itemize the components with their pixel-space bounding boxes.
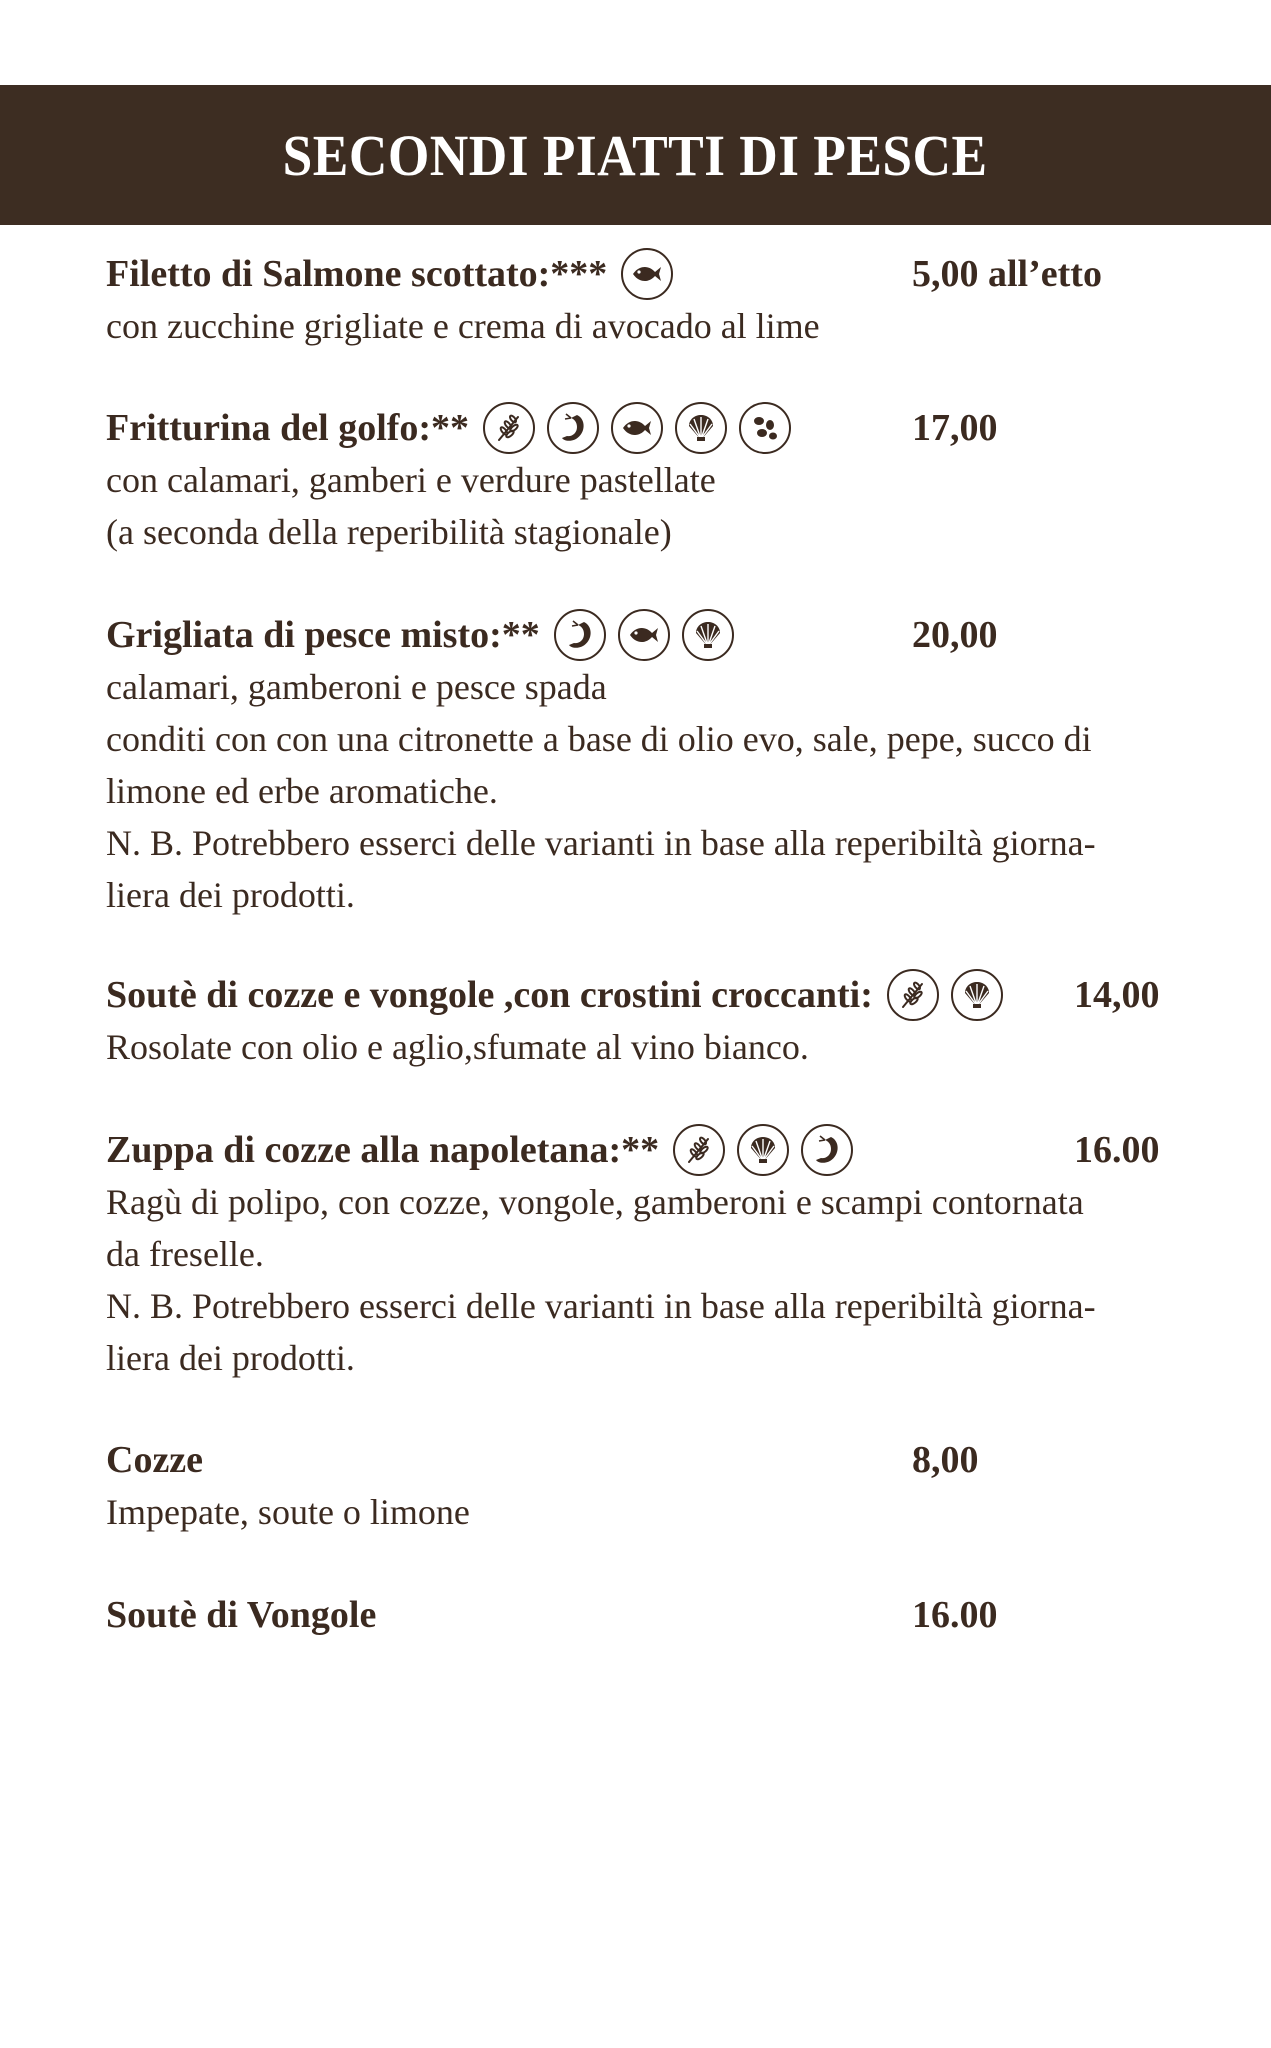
dish-description: calamari, gamberoni e pesce spada: [106, 667, 607, 707]
shellfish-icon: [682, 609, 734, 661]
dish-name: Zuppa di cozze alla napoletana:**: [106, 1129, 660, 1171]
dish-name: Soutè di cozze e vongole ,con crostini croccanti:: [106, 974, 873, 1016]
dish-description: con calamari, gamberi e verdure pastellate: [106, 460, 716, 500]
dish-description: limone ed erbe aromatiche.: [106, 771, 498, 811]
shellfish-icon: [737, 1124, 789, 1176]
dish-description: N. B. Potrebbero esserci delle varianti in base alla reperibiltà giorna-: [106, 1286, 1096, 1326]
dish-description: liera dei prodotti.: [106, 1338, 355, 1378]
dish-price: 16.00: [912, 1594, 998, 1636]
dish-name: Grigliata di pesce misto:**: [106, 614, 540, 656]
shrimp-icon: [801, 1124, 853, 1176]
wheat-icon: [673, 1124, 725, 1176]
allergen-icons: [621, 248, 673, 300]
dish-description: Ragù di polipo, con cozze, vongole, gamberoni e scampi contornata: [106, 1182, 1084, 1222]
menu-item: [106, 248, 1186, 352]
menu-item: [106, 1124, 1186, 1384]
allergen-icons: [554, 609, 734, 661]
dish-description: da freselle.: [106, 1234, 264, 1274]
menu-item: [106, 1589, 1186, 1641]
egg-icon: [739, 402, 791, 454]
menu-item: [106, 609, 1186, 921]
wheat-icon: [887, 969, 939, 1021]
fish-icon: [621, 248, 673, 300]
allergen-icons: [887, 969, 1003, 1021]
dish-price: 16.00: [1074, 1129, 1160, 1171]
dish-description: con zucchine grigliate e crema di avocado al lime: [106, 306, 820, 346]
shellfish-icon: [675, 402, 727, 454]
dish-name: Soutè di Vongole: [106, 1594, 377, 1636]
fish-icon: [618, 609, 670, 661]
dish-description: liera dei prodotti.: [106, 875, 355, 915]
fish-icon: [611, 402, 663, 454]
menu-item: [106, 969, 1186, 1073]
dish-description: Rosolate con olio e aglio,sfumate al vino bianco.: [106, 1027, 809, 1067]
dish-description: N. B. Potrebbero esserci delle varianti in base alla reperibiltà giorna-: [106, 823, 1096, 863]
shrimp-icon: [547, 402, 599, 454]
shellfish-icon: [951, 969, 1003, 1021]
menu-item: [106, 1434, 1186, 1538]
allergen-icons: [483, 402, 791, 454]
dish-name: Filetto di Salmone scottato:***: [106, 253, 608, 295]
shrimp-icon: [554, 609, 606, 661]
dish-price: 20,00: [912, 614, 998, 656]
dish-price: 14,00: [1074, 974, 1160, 1016]
wheat-icon: [483, 402, 535, 454]
menu-item: [106, 402, 1186, 558]
allergen-icons: [673, 1124, 853, 1176]
section-header: [0, 85, 1271, 225]
dish-price: 5,00 all’etto: [912, 253, 1102, 295]
dish-price: 17,00: [912, 407, 998, 449]
dish-name: Cozze: [106, 1439, 204, 1481]
section-title: SECONDI PIATTI DI PESCE: [283, 122, 988, 188]
dish-price: 8,00: [912, 1439, 979, 1481]
dish-name: Fritturina del golfo:**: [106, 407, 470, 449]
dish-description: Impepate, soute o limone: [106, 1492, 470, 1532]
dish-description: (a seconda della reperibilità stagionale): [106, 512, 672, 552]
dish-description: conditi con con una citronette a base di olio evo, sale, pepe, succo di: [106, 719, 1092, 759]
